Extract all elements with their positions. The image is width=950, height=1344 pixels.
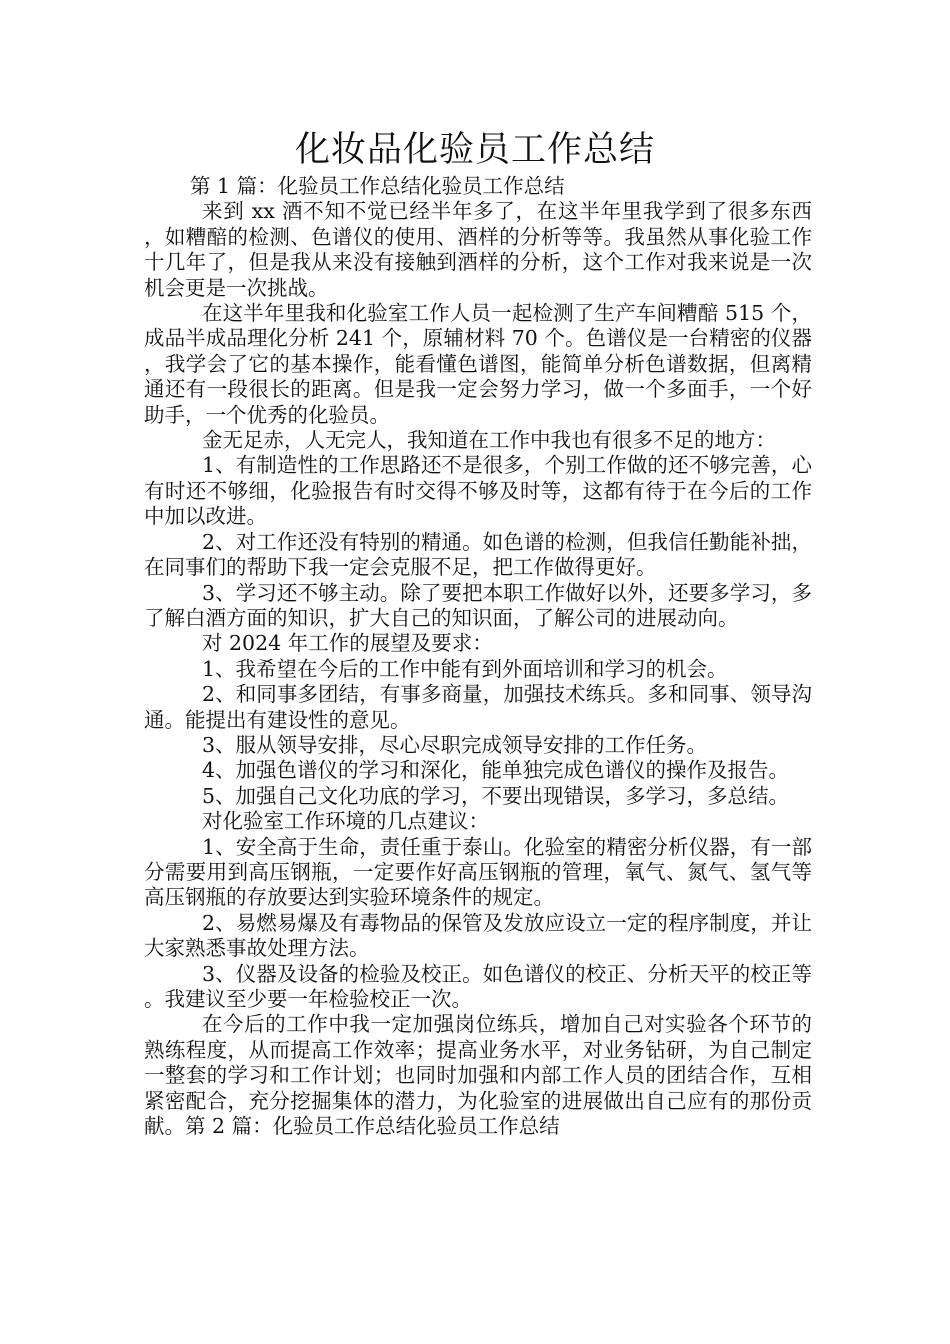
paragraph-suggestion-1: 1、安全高于生命，责任重于泰山。化验室的精密分析仪器，有一部分需要用到高压钢瓶，一定要作好高压钢瓶的管理，氧气、氮气、氢气等高压钢瓶的存放要达到实验环境条件的规定。 — [144, 834, 812, 910]
paragraph-intro: 来到 xx 酒不知不觉已经半年多了，在这半年里我学到了很多东西，如糟醅的检测、色谱仪的使用、酒样的分析等等。我虽然从事化验工作十几年了，但是我从来没有接触到酒样的分析，这个工作对我来说是一次机会更是一次挑战。 — [144, 199, 812, 300]
paragraph-outlook-1: 1、我希望在今后的工作中能有到外面培训和学习的机会。 — [202, 656, 728, 681]
paragraph-shortcoming-2: 2、对工作还没有特别的精通。如色谱的检测，但我信任勤能补拙，在同事们的帮助下我一定会克服不足，把工作做得更好。 — [144, 529, 812, 580]
section-heading: 第 1 篇：化验员工作总结化验员工作总结 — [190, 174, 565, 198]
paragraph-outlook-5: 5、加强自己文化功底的学习，不要出现错误，多学习，多总结。 — [202, 783, 790, 808]
paragraph-suggestions-heading: 对化验室工作环境的几点建议： — [202, 809, 489, 834]
paragraph-conclusion: 在今后的工作中我一定加强岗位练兵，增加自己对实验各个环节的熟练程度，从而提高工作效率；提高业务水平，对业务钻研，为自己制定一整套的学习和工作计划；也同时加强和内部工作人员的团结合作，互相紧密配合，充分挖掘集体的潜力，为化验室的进展做出自己应有的那份贡献。第 2 篇：化验员工作总结化验员工作总结 — [144, 1012, 812, 1139]
paragraph-shortcomings-heading: 金无足赤，人无完人，我知道在工作中我也有很多不足的地方： — [202, 428, 776, 453]
document-body — [144, 174, 812, 1139]
paragraph-shortcoming-3: 3、学习还不够主动。除了要把本职工作做好以外，还要多学习，多了解白酒方面的知识，扩大自己的知识面，了解公司的进展动向。 — [144, 580, 812, 630]
paragraph-suggestion-3: 3、仪器及设备的检验及校正。如色谱仪的校正、分析天平的校正等。我建议至少要一年检验校正一次。 — [144, 961, 812, 1011]
paragraph-outlook-2: 2、和同事多团结，有事多商量，加强技术练兵。多和同事、领导沟通。能提出有建设性的意见。 — [144, 682, 812, 732]
paragraph-outlook-3: 3、服从领导安排，尽心尽职完成领导安排的工作任务。 — [202, 732, 708, 757]
paragraph-shortcoming-1: 1、有制造性的工作思路还不是很多，个别工作做的还不够完善，心有时还不够细，化验报告有时交得不够及时等，这都有待于在今后的工作中加以改进。 — [144, 453, 812, 529]
paragraph-outlook-4: 4、加强色谱仪的学习和深化，能单独完成色谱仪的操作及报告。 — [202, 758, 790, 783]
paragraph-achievements: 在这半年里我和化验室工作人员一起检测了生产车间糟醅 515 个，成品半成品理化分析 241 个，原辅材料 70 个。色谱仪是一台精密的仪器，我学会了它的基本操作，能看懂色谱图，能简单分析色谱数据，但离精通还有一段很长的距离。但是我一定会努力学习，做一个多面手，一个好助手，一个优秀的化验员。 — [144, 301, 812, 427]
document-title: 化妆品化验员工作总结 — [294, 130, 655, 170]
paragraph-outlook-heading: 对 2024 年工作的展望及要求： — [202, 631, 493, 656]
paragraph-suggestion-2: 2、易燃易爆及有毒物品的保管及发放应设立一定的程序制度，并让大家熟悉事故处理方法。 — [144, 910, 812, 961]
